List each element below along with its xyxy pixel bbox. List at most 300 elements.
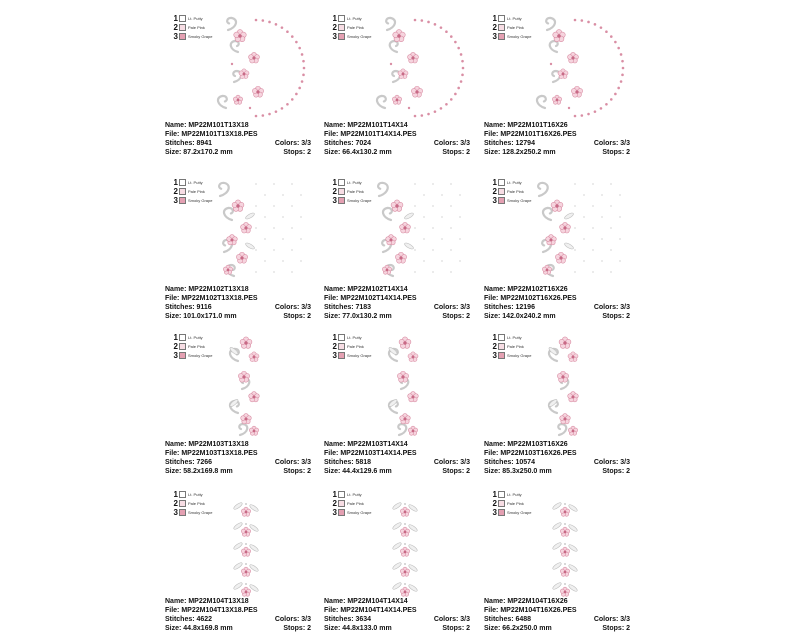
legend-color-name: Pale Pink xyxy=(507,344,524,349)
dot-motif xyxy=(291,227,293,229)
swirl-motif xyxy=(218,96,227,108)
dot-motif xyxy=(620,80,623,83)
color-swatch xyxy=(179,491,186,498)
leaf-motif xyxy=(552,562,562,571)
flower-motif xyxy=(249,426,258,435)
dot-motif xyxy=(601,216,603,218)
flower-motif xyxy=(238,371,249,382)
dot-motif xyxy=(286,103,289,106)
dot-motif xyxy=(282,260,284,262)
stop-count: Stops: 2 xyxy=(442,149,470,156)
leaf-motif xyxy=(552,522,562,531)
design-card xyxy=(321,482,471,636)
dot-motif xyxy=(432,271,434,273)
flower-motif xyxy=(555,252,566,263)
flower-motif xyxy=(560,507,569,516)
stitch-count: Stitches: 8941 xyxy=(165,140,213,147)
color-count: Colors: 3/3 xyxy=(274,616,311,623)
flower-motif xyxy=(399,337,411,349)
dot-motif xyxy=(404,563,406,565)
design-size: Size: 128.2x250.2 mm xyxy=(484,149,556,156)
stop-count: Stops: 2 xyxy=(283,313,311,320)
flower-motif xyxy=(557,371,568,382)
dot-motif xyxy=(610,205,612,207)
dot-motif xyxy=(255,19,258,22)
color-swatch xyxy=(179,24,186,31)
dot-motif xyxy=(460,53,463,56)
swirl-motif xyxy=(227,18,236,30)
dot-motif xyxy=(450,35,453,38)
dot-motif xyxy=(291,183,293,185)
swirl-motif xyxy=(543,208,552,220)
legend-color-name: Lt. Putty xyxy=(347,180,362,185)
dot-motif xyxy=(441,216,443,218)
leaf-motif xyxy=(245,242,256,250)
legend-color-name: Smoky Grape xyxy=(507,510,532,515)
dot-motif xyxy=(427,21,430,24)
color-count: Colors: 3/3 xyxy=(274,140,311,147)
flower-motif xyxy=(234,30,246,42)
dot-motif xyxy=(614,41,617,44)
legend-color-name: Lt. Putty xyxy=(507,180,522,185)
leaf-motif xyxy=(392,502,402,511)
dot-motif xyxy=(610,227,612,229)
design-file: File: MP22M104T14X14.PES xyxy=(324,607,417,614)
flower-motif xyxy=(568,426,577,435)
color-swatch xyxy=(338,179,345,186)
dot-motif xyxy=(414,227,416,229)
dot-motif xyxy=(592,227,594,229)
stitch-count: Stitches: 7266 xyxy=(165,459,213,466)
design-name: Name: MP22M102T16X26 xyxy=(484,286,568,293)
legend-number: 2 xyxy=(173,187,178,196)
legend-color-name: Smoky Grape xyxy=(188,353,213,358)
legend-number: 3 xyxy=(173,351,178,360)
stop-count: Stops: 2 xyxy=(283,468,311,475)
legend-color-name: Pale Pink xyxy=(347,25,364,30)
dot-motif xyxy=(245,543,247,545)
dot-motif xyxy=(457,47,460,50)
leaf-motif xyxy=(392,522,402,531)
flower-motif xyxy=(400,507,409,516)
dot-motif xyxy=(404,583,406,585)
stitch-count: Stitches: 12196 xyxy=(484,304,535,311)
swirl-motif xyxy=(383,208,392,220)
dot-motif xyxy=(249,107,251,109)
embroidery-design-preview xyxy=(198,176,308,288)
color-swatch xyxy=(498,179,505,186)
flower-motif xyxy=(227,235,238,245)
dot-motif xyxy=(268,21,271,24)
color-swatch xyxy=(179,179,186,186)
stop-count: Stops: 2 xyxy=(283,149,311,156)
legend-number: 3 xyxy=(332,32,337,41)
flower-motif xyxy=(391,200,403,212)
design-card xyxy=(162,170,312,324)
swirl-motif xyxy=(386,18,395,30)
dot-motif xyxy=(300,260,302,262)
legend-color-name: Smoky Grape xyxy=(507,353,532,358)
stop-count: Stops: 2 xyxy=(283,625,311,632)
stitch-count: Stitches: 7183 xyxy=(324,304,372,311)
legend-number: 2 xyxy=(492,342,497,351)
legend-number: 3 xyxy=(173,196,178,205)
legend-color-name: Pale Pink xyxy=(507,189,524,194)
dot-motif xyxy=(295,41,298,44)
dot-motif xyxy=(601,260,603,262)
legend-number: 1 xyxy=(492,178,497,187)
dot-motif xyxy=(423,216,425,218)
swirl-motif xyxy=(390,41,398,52)
flower-motif xyxy=(542,265,551,274)
dot-motif xyxy=(619,216,621,218)
legend-number: 1 xyxy=(492,14,497,23)
dot-motif xyxy=(574,19,577,22)
flower-motif xyxy=(241,414,252,424)
swirl-motif xyxy=(231,41,239,52)
dot-motif xyxy=(450,227,452,229)
flower-motif xyxy=(398,69,408,79)
legend-color-name: Lt. Putty xyxy=(188,492,203,497)
legend-color-name: Lt. Putty xyxy=(188,16,203,21)
embroidery-design-preview xyxy=(517,176,627,288)
flower-motif xyxy=(568,52,579,63)
legend-color-name: Lt. Putty xyxy=(507,335,522,340)
swirl-motif xyxy=(537,96,546,108)
dot-motif xyxy=(583,194,585,196)
stitch-count: Stitches: 7024 xyxy=(324,140,372,147)
legend-number: 3 xyxy=(492,32,497,41)
legend-color-name: Smoky Grape xyxy=(188,34,213,39)
swirl-motif xyxy=(538,183,548,196)
flower-motif xyxy=(239,69,249,79)
dot-motif xyxy=(619,260,621,262)
flower-motif xyxy=(397,371,408,382)
dot-motif xyxy=(441,194,443,196)
design-name: Name: MP22M103T16X26 xyxy=(484,441,568,448)
dot-motif xyxy=(262,19,265,22)
leaf-motif xyxy=(564,212,575,220)
flower-motif xyxy=(408,352,418,362)
dot-motif xyxy=(291,271,293,273)
dot-motif xyxy=(231,63,233,65)
flower-motif xyxy=(236,252,247,263)
dot-motif xyxy=(605,30,608,33)
flower-motif xyxy=(553,30,565,42)
color-count: Colors: 3/3 xyxy=(593,616,630,623)
design-card xyxy=(481,325,631,479)
flower-motif xyxy=(559,337,571,349)
legend-number: 1 xyxy=(173,178,178,187)
design-name: Name: MP22M101T16X26 xyxy=(484,122,568,129)
dot-motif xyxy=(264,238,266,240)
leaf-motif xyxy=(233,522,243,531)
color-swatch xyxy=(498,15,505,22)
stop-count: Stops: 2 xyxy=(602,313,630,320)
flower-motif xyxy=(400,567,409,576)
stitch-count: Stitches: 5818 xyxy=(324,459,372,466)
dot-motif xyxy=(461,74,464,77)
design-card xyxy=(162,325,312,479)
legend-number: 1 xyxy=(332,333,337,342)
color-swatch xyxy=(179,352,186,359)
legend-color-name: Pale Pink xyxy=(507,25,524,30)
design-size: Size: 58.2x169.8 mm xyxy=(165,468,233,475)
dot-motif xyxy=(300,194,302,196)
color-swatch xyxy=(498,33,505,40)
dot-motif xyxy=(454,93,457,96)
flower-motif xyxy=(223,265,232,274)
legend-number: 1 xyxy=(173,333,178,342)
legend-number: 2 xyxy=(173,23,178,32)
legend-number: 2 xyxy=(332,187,337,196)
design-file: File: MP22M102T14X14.PES xyxy=(324,295,417,302)
legend-number: 1 xyxy=(332,490,337,499)
dot-motif xyxy=(601,238,603,240)
legend-number: 2 xyxy=(332,23,337,32)
legend-number: 1 xyxy=(332,178,337,187)
legend-number: 1 xyxy=(332,14,337,23)
dot-motif xyxy=(574,227,576,229)
dot-motif xyxy=(432,205,434,207)
design-card xyxy=(321,6,471,160)
dot-motif xyxy=(432,183,434,185)
design-name: Name: MP22M104T14X14 xyxy=(324,598,408,605)
dot-motif xyxy=(564,543,566,545)
color-swatch xyxy=(179,509,186,516)
dot-motif xyxy=(255,115,258,118)
dot-motif xyxy=(592,271,594,273)
dot-motif xyxy=(445,30,448,33)
color-swatch xyxy=(338,188,345,195)
dot-motif xyxy=(291,249,293,251)
design-size: Size: 87.2x170.2 mm xyxy=(165,149,233,156)
flower-motif xyxy=(233,95,242,104)
dot-motif xyxy=(583,238,585,240)
design-size: Size: 44.4x129.6 mm xyxy=(324,468,392,475)
stitch-count: Stitches: 6488 xyxy=(484,616,532,623)
dot-motif xyxy=(450,205,452,207)
color-count: Colors: 3/3 xyxy=(593,459,630,466)
leaf-motif xyxy=(552,582,562,591)
color-swatch xyxy=(338,197,345,204)
color-swatch xyxy=(179,188,186,195)
flower-motif xyxy=(568,392,579,402)
design-name: Name: MP22M102T14X14 xyxy=(324,286,408,293)
design-size: Size: 66.4x130.2 mm xyxy=(324,149,392,156)
dot-motif xyxy=(564,583,566,585)
dot-motif xyxy=(255,205,257,207)
dot-motif xyxy=(592,249,594,251)
stop-count: Stops: 2 xyxy=(602,625,630,632)
dot-motif xyxy=(390,63,392,65)
dot-motif xyxy=(581,19,584,22)
design-info xyxy=(165,121,311,157)
dot-motif xyxy=(459,260,461,262)
dot-motif xyxy=(440,26,443,29)
dot-motif xyxy=(454,41,457,44)
design-file: File: MP22M101T14X14.PES xyxy=(324,131,417,138)
color-swatch xyxy=(179,334,186,341)
dot-motif xyxy=(273,205,275,207)
swirl-motif xyxy=(398,424,406,435)
dot-motif xyxy=(610,98,613,101)
flower-motif xyxy=(400,527,409,536)
dot-motif xyxy=(610,183,612,185)
dot-motif xyxy=(434,110,437,113)
color-count: Colors: 3/3 xyxy=(433,459,470,466)
flower-motif xyxy=(411,86,422,97)
dot-motif xyxy=(605,103,608,106)
dot-motif xyxy=(414,183,416,185)
flower-motif xyxy=(546,235,557,245)
dot-motif xyxy=(600,107,603,110)
legend-color-name: Lt. Putty xyxy=(188,180,203,185)
legend-color-name: Pale Pink xyxy=(347,344,364,349)
design-file: File: MP22M103T13X18.PES xyxy=(165,450,258,457)
dot-motif xyxy=(300,216,302,218)
design-info xyxy=(324,597,470,633)
dot-motif xyxy=(619,194,621,196)
dot-motif xyxy=(583,216,585,218)
swirl-motif xyxy=(239,424,247,435)
legend-color-name: Pale Pink xyxy=(188,25,205,30)
dot-motif xyxy=(291,98,294,101)
dot-motif xyxy=(404,543,406,545)
dot-motif xyxy=(600,26,603,29)
flower-motif xyxy=(252,86,263,97)
embroidery-design-preview xyxy=(357,488,467,600)
design-card xyxy=(162,482,312,636)
color-swatch xyxy=(338,24,345,31)
dot-motif xyxy=(255,227,257,229)
dot-motif xyxy=(574,205,576,207)
design-name: Name: MP22M104T16X26 xyxy=(484,598,568,605)
dot-motif xyxy=(273,183,275,185)
flower-motif xyxy=(560,527,569,536)
design-file: File: MP22M103T16X26.PES xyxy=(484,450,577,457)
leaf-motif xyxy=(404,242,415,250)
dot-motif xyxy=(587,21,590,24)
dot-motif xyxy=(298,47,301,50)
dot-motif xyxy=(302,74,305,77)
dot-motif xyxy=(568,107,570,109)
dot-motif xyxy=(298,87,301,90)
design-size: Size: 85.3x250.0 mm xyxy=(484,468,552,475)
color-swatch xyxy=(338,500,345,507)
stop-count: Stops: 2 xyxy=(442,468,470,475)
dot-motif xyxy=(445,103,448,106)
legend-number: 2 xyxy=(173,499,178,508)
dot-motif xyxy=(302,60,305,63)
dot-motif xyxy=(462,67,465,70)
color-count: Colors: 3/3 xyxy=(433,304,470,311)
leaf-motif xyxy=(404,212,415,220)
leaf-motif xyxy=(392,582,402,591)
legend-number: 3 xyxy=(492,196,497,205)
legend-number: 2 xyxy=(173,342,178,351)
dot-motif xyxy=(281,26,284,29)
design-info xyxy=(165,285,311,321)
swirl-motif xyxy=(224,208,233,220)
dot-motif xyxy=(421,19,424,22)
legend-number: 1 xyxy=(173,14,178,23)
design-card xyxy=(162,6,312,160)
flower-motif xyxy=(395,252,406,263)
stop-count: Stops: 2 xyxy=(442,625,470,632)
dot-motif xyxy=(286,30,289,33)
color-swatch xyxy=(338,352,345,359)
dot-motif xyxy=(459,194,461,196)
legend-color-name: Smoky Grape xyxy=(188,198,213,203)
swirl-motif xyxy=(377,96,386,108)
dot-motif xyxy=(245,523,247,525)
legend-color-name: Smoky Grape xyxy=(188,510,213,515)
stop-count: Stops: 2 xyxy=(602,149,630,156)
dot-motif xyxy=(268,113,271,116)
design-file: File: MP22M101T16X26.PES xyxy=(484,131,577,138)
dot-motif xyxy=(581,114,584,117)
dot-motif xyxy=(601,194,603,196)
flower-motif xyxy=(571,86,582,97)
legend-color-name: Lt. Putty xyxy=(347,335,362,340)
dot-motif xyxy=(255,249,257,251)
embroidery-design-preview xyxy=(357,331,467,443)
design-file: File: MP22M103T14X14.PES xyxy=(324,450,417,457)
legend-color-name: Smoky Grape xyxy=(347,510,372,515)
design-file: File: MP22M104T16X26.PES xyxy=(484,607,577,614)
embroidery-design-preview xyxy=(198,488,308,600)
design-info xyxy=(324,440,470,476)
dot-motif xyxy=(273,271,275,273)
dot-motif xyxy=(550,63,552,65)
dot-motif xyxy=(450,271,452,273)
legend-color-name: Lt. Putty xyxy=(347,492,362,497)
leaf-motif xyxy=(233,582,243,591)
dot-motif xyxy=(614,93,617,96)
dot-motif xyxy=(282,216,284,218)
color-swatch xyxy=(498,500,505,507)
flower-motif xyxy=(400,222,411,233)
dot-motif xyxy=(273,227,275,229)
dot-motif xyxy=(564,523,566,525)
flower-motif xyxy=(551,200,563,212)
color-swatch xyxy=(179,343,186,350)
dot-motif xyxy=(574,115,577,118)
dot-motif xyxy=(440,107,443,110)
color-swatch xyxy=(338,509,345,516)
dot-motif xyxy=(414,249,416,251)
color-swatch xyxy=(179,197,186,204)
stop-count: Stops: 2 xyxy=(602,468,630,475)
dot-motif xyxy=(617,47,620,50)
embroidery-design-preview xyxy=(357,176,467,288)
dot-motif xyxy=(434,23,437,26)
color-swatch xyxy=(498,188,505,195)
legend-number: 3 xyxy=(492,508,497,517)
flower-motif xyxy=(382,265,391,274)
leaf-motif xyxy=(245,212,256,220)
legend-color-name: Pale Pink xyxy=(188,344,205,349)
legend-color-name: Pale Pink xyxy=(188,501,205,506)
dot-motif xyxy=(408,107,410,109)
design-size: Size: 101.0x171.0 mm xyxy=(165,313,237,320)
legend-color-name: Lt. Putty xyxy=(507,492,522,497)
legend-number: 2 xyxy=(492,23,497,32)
dot-motif xyxy=(619,238,621,240)
dot-motif xyxy=(574,271,576,273)
legend-number: 3 xyxy=(173,32,178,41)
